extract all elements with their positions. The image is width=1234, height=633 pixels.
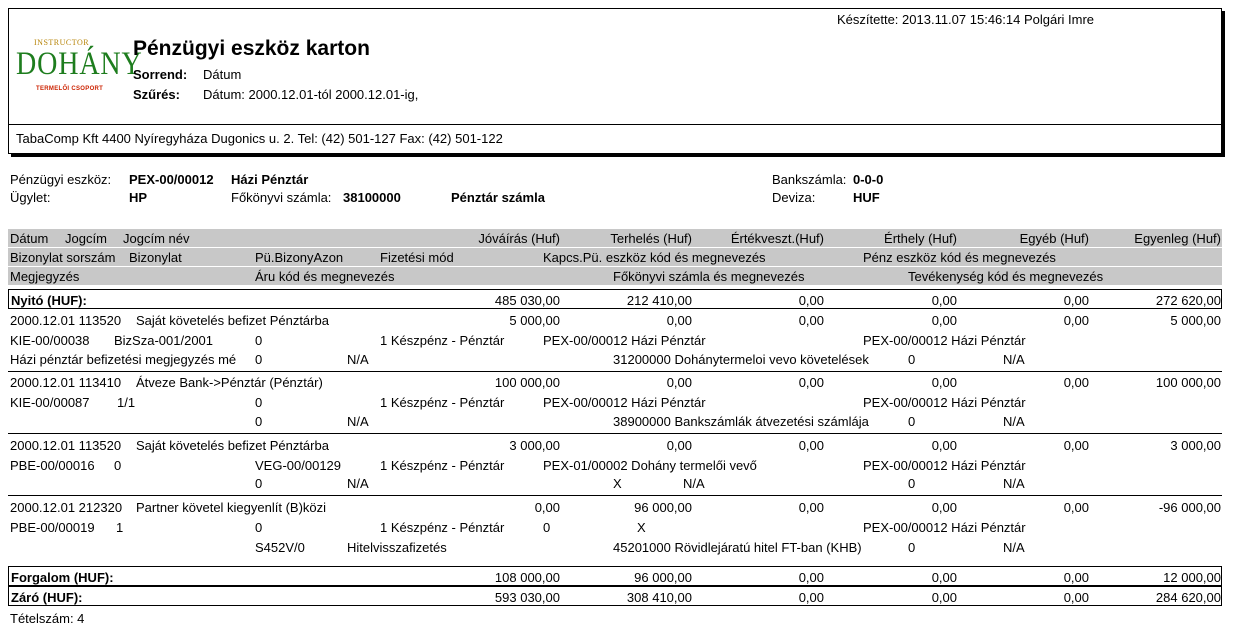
asset-label: Pénzügyi eszköz: <box>10 172 112 187</box>
closing-place: 0,00 <box>931 590 957 605</box>
record-activity-name: N/A <box>1003 414 1025 429</box>
sort-label: Sorrend: <box>133 67 188 82</box>
record-doc-no: KIE-00/00038 <box>10 333 90 348</box>
record-linked-asset: PEX-01/00002 Dohány termelői vevő <box>543 458 757 473</box>
col-cash-asset: Pénz eszköz kód és megnevezés <box>863 250 1056 265</box>
turnover-balance: 12 000,00 <box>1163 570 1221 585</box>
record-goods-code: 0 <box>255 414 263 429</box>
record-doc-no: PBE-00/00016 <box>10 458 95 473</box>
record-debit: 0,00 <box>666 438 692 453</box>
record-doc-no: PBE-00/00019 <box>10 520 95 535</box>
col-pay-mode: Fizetési mód <box>380 250 454 265</box>
closing-balance: 284 620,00 <box>1155 590 1221 605</box>
opening-debit: 212 410,00 <box>626 293 692 308</box>
record-ledger-na: N/A <box>683 476 705 491</box>
col-activity: Tevékenység kód és megnevezés <box>908 269 1104 284</box>
record-credit: 5 000,00 <box>509 313 560 328</box>
closing-credit: 593 030,00 <box>494 590 560 605</box>
turnover-debit: 96 000,00 <box>634 570 692 585</box>
record-ledger: 45201000 Rövidlejáratú hitel FT-ban (KHB) <box>613 540 862 555</box>
record-goods-code: S452V/0 <box>255 540 305 555</box>
record-impairment: 0,00 <box>798 500 824 515</box>
ledger-value: 38100000 <box>343 190 401 205</box>
record-date-code: 2000.12.01 113520 <box>10 313 122 328</box>
record-activity-code: 0 <box>908 352 916 367</box>
record-debit: 0,00 <box>666 375 692 390</box>
record-activity-name: N/A <box>1003 476 1025 491</box>
record-ledger-x: X <box>613 476 622 491</box>
record-balance: 100 000,00 <box>1155 375 1221 390</box>
logo-top-text: INSTRUCTOR <box>34 38 90 47</box>
opening-row <box>8 289 1222 309</box>
record-other: 0,00 <box>1063 500 1089 515</box>
record-impairment: 0,00 <box>798 313 824 328</box>
record-activity-code: 0 <box>908 414 916 429</box>
header-separator <box>8 124 1222 125</box>
record-activity-name: N/A <box>1003 540 1025 555</box>
record-linked-asset: PEX-00/00012 Házi Pénztár <box>543 395 706 410</box>
currency-value: HUF <box>853 190 880 205</box>
record-doc: 1 <box>116 520 124 535</box>
turnover-credit: 108 000,00 <box>494 570 560 585</box>
turnover-impairment: 0,00 <box>798 570 824 585</box>
record-cash-asset: PEX-00/00012 Házi Pénztár <box>863 520 1026 535</box>
col-balance: Egyenleg (Huf) <box>1134 231 1221 246</box>
turnover-place: 0,00 <box>931 570 957 585</box>
turnover-other: 0,00 <box>1063 570 1089 585</box>
record-pay-mode: 1 Készpénz - Pénztár <box>380 333 505 348</box>
record-goods-code: 0 <box>255 352 263 367</box>
opening-place: 0,00 <box>931 293 957 308</box>
record-linked-x: X <box>637 520 646 535</box>
col-goods: Áru kód és megnevezés <box>255 269 395 284</box>
col-note: Megjegyzés <box>10 269 80 284</box>
filter-label: Szűrés: <box>133 87 180 102</box>
closing-other: 0,00 <box>1063 590 1089 605</box>
deal-label: Ügylet: <box>10 190 51 205</box>
col-place: Érthely (Huf) <box>884 231 957 246</box>
record-goods-name: Hitelvisszafizetés <box>347 540 447 555</box>
record-doc: BizSza-001/2001 <box>114 333 214 348</box>
record-divider <box>8 371 1222 372</box>
record-credit: 0,00 <box>534 500 560 515</box>
col-linked-asset: Kapcs.Pü. eszköz kód és megnevezés <box>543 250 766 265</box>
opening-balance: 272 620,00 <box>1155 293 1221 308</box>
record-other: 0,00 <box>1063 313 1089 328</box>
record-balance: -96 000,00 <box>1158 500 1221 515</box>
record-place: 0,00 <box>931 438 957 453</box>
closing-impairment: 0,00 <box>798 590 824 605</box>
col-date: Dátum <box>10 231 49 246</box>
col-credit: Jóváírás (Huf) <box>478 231 560 246</box>
closing-label: Záró (HUF): <box>11 590 83 605</box>
bank-value: 0-0-0 <box>853 172 884 187</box>
page-title: Pénzügyi eszköz karton <box>133 37 370 60</box>
record-doc: 0 <box>114 458 122 473</box>
record-goods-name: N/A <box>347 352 369 367</box>
record-impairment: 0,00 <box>798 438 824 453</box>
asset-name: Házi Pénztár <box>231 172 309 187</box>
record-ledger: 31200000 Dohánytermeloi vevo követelések <box>613 352 869 367</box>
record-fin-id: 0 <box>255 333 263 348</box>
record-note: Házi pénztár befizetési megjegyzés mé <box>10 352 237 367</box>
record-balance: 3 000,00 <box>1170 438 1221 453</box>
record-cash-asset: PEX-00/00012 Házi Pénztár <box>863 333 1026 348</box>
record-title-name: Átveze Bank->Pénztár (Pénztár) <box>136 375 323 390</box>
bank-label: Bankszámla: <box>772 172 847 187</box>
sort-value: Dátum <box>203 67 242 82</box>
col-fin-id: Pü.BizonyAzon <box>255 250 344 265</box>
deal-value: HP <box>129 190 148 205</box>
record-cash-asset: PEX-00/00012 Házi Pénztár <box>863 458 1026 473</box>
record-goods-name: N/A <box>347 476 369 491</box>
col-debit: Terhelés (Huf) <box>610 231 692 246</box>
record-place: 0,00 <box>931 500 957 515</box>
col-title-code: Jogcím <box>65 231 107 246</box>
record-doc-no: KIE-00/00087 <box>10 395 90 410</box>
logo-main-text: DOHÁNY <box>16 46 143 82</box>
opening-impairment: 0,00 <box>798 293 824 308</box>
record-goods-name: N/A <box>347 414 369 429</box>
record-title-name: Partner követel kiegyenlít (B)közi <box>136 500 327 515</box>
record-pay-mode: 1 Készpénz - Pénztár <box>380 458 505 473</box>
record-fin-id: 0 <box>255 395 263 410</box>
opening-credit: 485 030,00 <box>494 293 560 308</box>
record-activity-name: N/A <box>1003 352 1025 367</box>
record-other: 0,00 <box>1063 375 1089 390</box>
record-divider <box>8 433 1222 434</box>
company-info: TabaComp Kft 4400 Nyíregyháza Dugonics u. 2. Tel: (42) 501-127 Fax: (42) 501-122 <box>16 131 503 146</box>
opening-label: Nyitó (HUF): <box>11 293 87 308</box>
record-divider <box>8 495 1222 496</box>
record-credit: 3 000,00 <box>509 438 560 453</box>
record-balance: 5 000,00 <box>1170 313 1221 328</box>
col-impairment: Értékveszt.(Huf) <box>730 231 824 246</box>
col-doc: Bizonylat <box>129 250 182 265</box>
record-place: 0,00 <box>931 313 957 328</box>
record-cash-asset: PEX-00/00012 Házi Pénztár <box>863 395 1026 410</box>
currency-label: Deviza: <box>772 190 816 205</box>
closing-row <box>8 586 1222 606</box>
turnover-label: Forgalom (HUF): <box>11 570 114 585</box>
record-fin-id: VEG-00/00129 <box>255 458 342 473</box>
record-date-code: 2000.12.01 113410 <box>10 375 122 390</box>
record-other: 0,00 <box>1063 438 1089 453</box>
closing-debit: 308 410,00 <box>626 590 692 605</box>
col-title-name: Jogcím név <box>123 231 190 246</box>
record-debit: 0,00 <box>666 313 692 328</box>
asset-code: PEX-00/00012 <box>129 172 214 187</box>
record-date-code: 2000.12.01 212320 <box>10 500 123 515</box>
record-place: 0,00 <box>931 375 957 390</box>
record-credit: 100 000,00 <box>494 375 560 390</box>
record-activity-code: 0 <box>908 540 916 555</box>
col-ledger: Főkönyvi számla és megnevezés <box>613 269 805 284</box>
col-doc-no: Bizonylat sorszám <box>10 250 116 265</box>
col-other: Egyéb (Huf) <box>1019 231 1089 246</box>
filter-value: Dátum: 2000.12.01-tól 2000.12.01-ig, <box>203 87 419 102</box>
record-linked-code: 0 <box>543 520 551 535</box>
record-doc: 1/1 <box>117 395 136 410</box>
record-fin-id: 0 <box>255 520 263 535</box>
record-title-name: Saját követelés befizet Pénztárba <box>136 438 329 453</box>
ledger-label: Főkönyvi számla: <box>231 190 332 205</box>
turnover-row <box>8 566 1222 586</box>
record-ledger: 38900000 Bankszámlák átvezetési számlája <box>613 414 869 429</box>
record-linked-asset: PEX-00/00012 Házi Pénztár <box>543 333 706 348</box>
company-logo <box>16 38 143 100</box>
item-count: Tételszám: 4 <box>10 611 85 626</box>
logo-bottom-text: TERMELŐI CSOPORT <box>36 86 104 92</box>
ledger-name: Pénztár számla <box>451 190 545 205</box>
record-title-name: Saját követelés befizet Pénztárba <box>136 313 329 328</box>
record-activity-code: 0 <box>908 476 916 491</box>
record-debit: 96 000,00 <box>634 500 692 515</box>
record-impairment: 0,00 <box>798 375 824 390</box>
opening-other: 0,00 <box>1063 293 1089 308</box>
created-by: Készítette: 2013.11.07 15:46:14 Polgári Imre <box>837 12 1095 27</box>
record-date-code: 2000.12.01 113520 <box>10 438 122 453</box>
record-pay-mode: 1 Készpénz - Pénztár <box>380 520 505 535</box>
record-pay-mode: 1 Készpénz - Pénztár <box>380 395 505 410</box>
record-goods-code: 0 <box>255 476 263 491</box>
